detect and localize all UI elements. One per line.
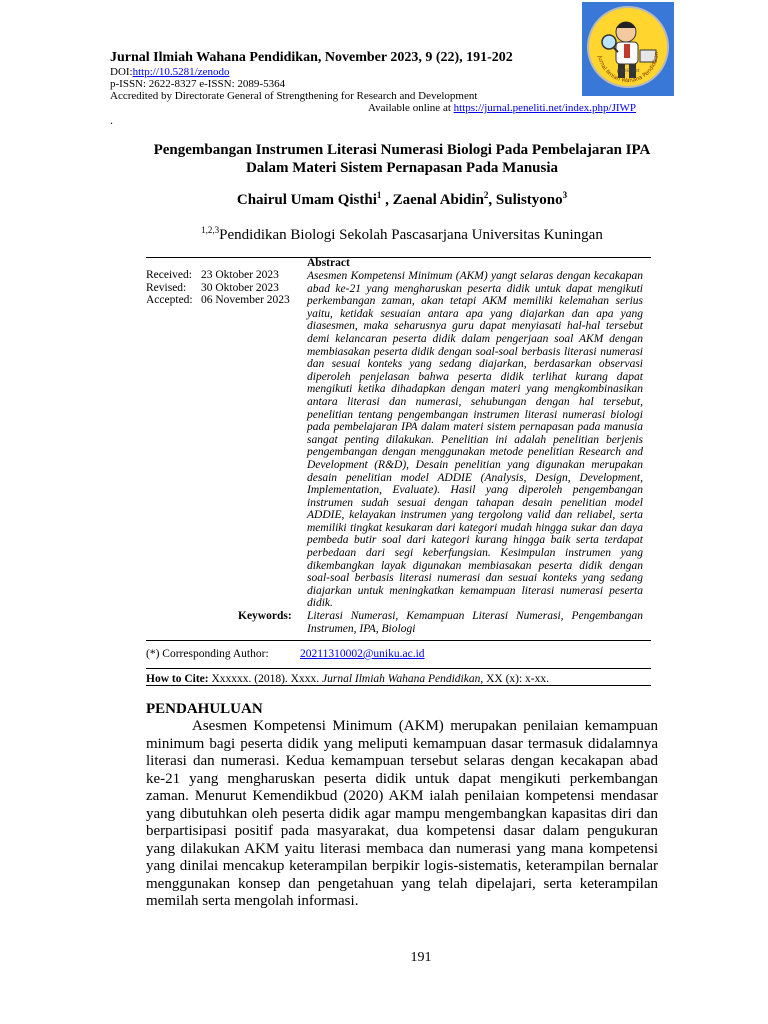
article-dates bbox=[146, 269, 290, 307]
page-number: 191 bbox=[410, 950, 432, 965]
accreditation-line: Accredited by Directorate General of Strengthening for Research and Development bbox=[110, 90, 478, 102]
date-row-revised bbox=[146, 282, 290, 295]
author-name: Sulistyono bbox=[495, 192, 563, 208]
abstract-heading: Abstract bbox=[307, 257, 350, 269]
cite-top-rule bbox=[146, 668, 651, 669]
date-value: 30 Oktober 2023 bbox=[201, 281, 279, 294]
keywords-label: Keywords: bbox=[238, 610, 292, 622]
affiliation-marker: 1,2,3 bbox=[201, 225, 220, 235]
doi-label: DOI: bbox=[110, 66, 133, 78]
affiliation-text: Pendidikan Biologi Sekolah Pascasarjana Universitas Kuningan bbox=[219, 227, 603, 243]
cite-label: How to Cite: bbox=[146, 673, 209, 685]
available-label: Available online at bbox=[368, 102, 454, 114]
cite-journal: Jurnal Ilmiah Wahana Pendidikan, bbox=[322, 673, 484, 685]
author-name: Chairul Umam Qisthi bbox=[236, 192, 377, 208]
researcher-icon bbox=[582, 2, 674, 96]
cite-volume: XX (x): x-xx. bbox=[483, 673, 549, 685]
abstract-bottom-rule bbox=[146, 640, 651, 641]
logo-inner-text: peneliti.net bbox=[616, 68, 640, 73]
author-name: Zaenal Abidin bbox=[392, 192, 484, 208]
corresponding-email-link[interactable]: 20211310002@uniku.ac.id bbox=[300, 648, 425, 660]
journal-logo bbox=[582, 2, 674, 96]
date-row-received bbox=[146, 269, 290, 282]
issn-line: p-ISSN: 2622-8327 e-ISSN: 2089-5364 bbox=[110, 78, 286, 90]
journal-title: Jurnal Ilmiah Wahana Pendidikan, November 2023, 9 (22), 191-202 bbox=[110, 50, 513, 65]
abstract-text: Asesmen Kompetensi Minimum (AKM) yangt selaras dengan kecakapan abad ke-21 yang mengharuskan peserta didik untuk dapat mengikuti perkembangan zaman, akan tetapi AKM memiliki kelemahan serius yaitu, ketidak sesuaian antara apa yang diajarkan dan apa yang diasesmen, maka seharusnya guru dapat menyiasati hal-hal tersebut demi kelancaran peserta didik dalam pengerjaan soal AKM dengan membiasakan peserta didik dengan soal-soal berbasis literasi numerasi dan sesuai konteks yang sedang diajarkan, berdasarkan observasi diperoleh penjelasan bahwa peserta didik terlihat kurang dapat mengikuti ketika dihadapkan dengan materi yang mengkombinasikan antara literasi dan numerasi, sehubungan dengan hal tersebut, penelitian tentang pengembangan instrumen literasi numerasi biologi pada pembelajaran IPA dalam materi sistem pernapasan pada manusia sangat penting dilakukan. Penelitian ini adalah penelitian berjenis pengembangan dengan menggunakan metode penelitian Research and Development (R&D), Desain penelitian yang digunakan merupakan desain penelitian model ADDIE (Analysis, Design, Development, Implementation, Evaluate). Hasil yang diperoleh pengembangan instrumen sudah sesuai dengan tahapan desain penelitian model ADDIE, kelayakan instrumen yang tergolong valid dan reliabel, serta memiliki tingkat kesukaran dari kategori mudah hingga sukar dan daya pembeda butir soal dari kategori kurang hingga baik serta terdapat perbedaan dari segi keberfungsian. Kesimpulan instrumen yang dikembangkan layak digunakan membiasakan peserta didik dengan soal-soal berbasis literasi numerasi dan sesuai konteks yang sedang diajarkan untuk meningkatkan kemampuan literasi numerasi peserta didik. bbox=[307, 270, 643, 610]
date-label: Revised: bbox=[146, 281, 187, 294]
top-rule bbox=[146, 257, 651, 258]
doi-link[interactable]: http://10.5281/zenodo bbox=[132, 66, 230, 78]
affiliation bbox=[146, 225, 658, 244]
date-row-accepted bbox=[146, 294, 290, 307]
doi-line bbox=[110, 66, 229, 78]
author-separator: , bbox=[381, 192, 393, 208]
date-label: Received: bbox=[146, 269, 192, 281]
logo-ring-text: Jurnal Ilmiah Wahana Pendidikan bbox=[596, 51, 661, 85]
section-heading: PENDAHULUAN bbox=[146, 701, 263, 717]
date-value: 23 Oktober 2023 bbox=[201, 269, 279, 281]
how-to-cite bbox=[146, 673, 549, 685]
stray-dot: . bbox=[110, 113, 113, 127]
date-value: 06 November 2023 bbox=[201, 294, 290, 307]
author-affiliation-marker: 1 bbox=[376, 190, 382, 200]
paper-title: Pengembangan Instrumen Literasi Numerasi Biologi Pada Pembelajaran IPA Dalam Materi Sistem Pernapasan Pada Manusia bbox=[153, 142, 651, 176]
keywords-text: Literasi Numerasi, Kemampuan Literasi Numerasi, Pengembangan Instrumen, IPA, Biologi bbox=[307, 610, 643, 635]
author-separator: , bbox=[488, 192, 496, 208]
available-online-line bbox=[368, 102, 636, 114]
journal-url-link[interactable]: https://jurnal.peneliti.net/index.php/JIWP bbox=[453, 102, 637, 114]
cite-text: Xxxxxx. (2018). Xxxx. bbox=[208, 673, 322, 685]
author-affiliation-marker: 2 bbox=[483, 190, 489, 200]
author-list bbox=[146, 190, 658, 209]
date-label: Accepted: bbox=[146, 294, 193, 307]
corresponding-author-label: (*) Corresponding Author: bbox=[146, 648, 269, 660]
author-affiliation-marker: 3 bbox=[562, 190, 568, 200]
intro-paragraph: Asesmen Kompetensi Minimum (AKM) merupakan penilaian kemampuan minimum bagi peserta didik yang meliputi kemampuan dasar termasuk didalamnya literasi dan numerasi. Kedua kemampuan tersebut selaras dengan kecakapan abad ke-21 yang mengharuskan peserta didik untuk dapat mengikuti perkembangan zaman. Menurut Kemendikbud (2020) AKM ialah penilaian kompetensi mendasar yang dibutuhkan oleh peserta didik agar mampu mengembangkan kapasitas diri dan berpartisipasi positif pada masyarakat, dua kompetensi dasar dalam pengukuran yang dilakukan AKM yaitu literasi membaca dan numerasi yang mana kompetensi yang dinilai mencakup keterampilan berpikir logis-sistematis, keterampilan bernalar menggunakan konsep dan pengetahuan yang telah dipelajari, serta keterampilan memilah serta mengolah informasi. bbox=[146, 718, 658, 909]
cite-bottom-rule bbox=[146, 685, 651, 686]
